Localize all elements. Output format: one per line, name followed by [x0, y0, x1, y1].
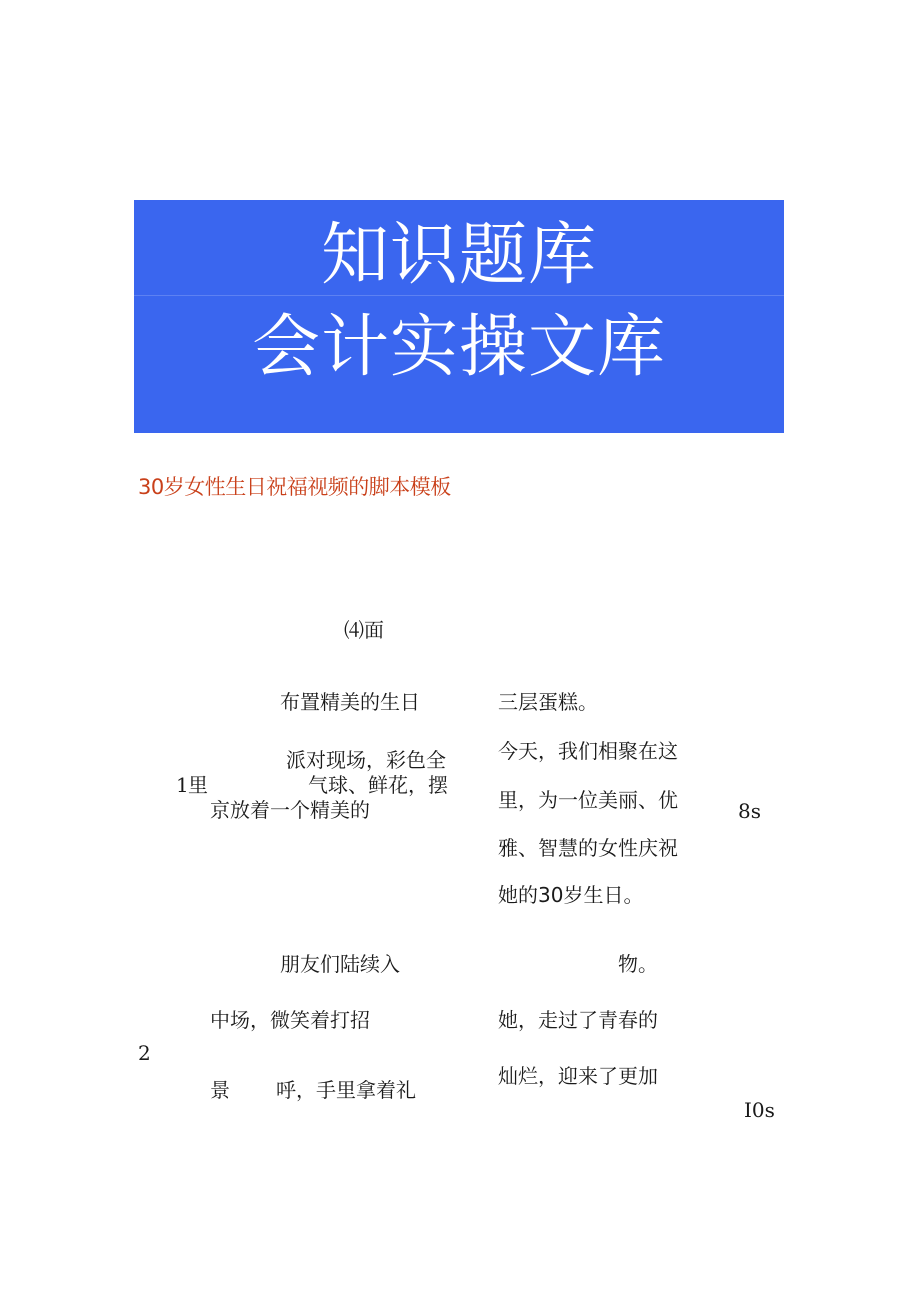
document-title: 30岁女性生日祝福视频的脚本模板 [138, 475, 451, 499]
row1-narration-line5: 她的30岁生日。 [498, 883, 644, 907]
row1-duration: 8s [738, 799, 761, 823]
row1-scene-extra: 京 [210, 798, 230, 822]
row1-visual-line2: 派对现场，彩色全 [286, 748, 446, 772]
row1-narration-line3: 里，为一位美丽、优 [498, 788, 678, 812]
banner-divider [134, 295, 784, 296]
row2-scene-label: 景 [210, 1078, 230, 1102]
row1-number: 1 [176, 773, 189, 797]
row1-narration-line4: 雅、智慧的女性庆祝 [498, 836, 678, 860]
row1-scene-label: 里 [188, 773, 208, 797]
row1-narration-line2: 今天，我们相聚在这 [498, 739, 678, 763]
row2-visual-line3: 呼，手里拿着礼 [276, 1078, 416, 1102]
row2-narration-line3: 灿烂，迎来了更加 [498, 1064, 658, 1088]
row1-narration-line1: 三层蛋糕。 [498, 690, 598, 714]
row2-narration-line2: 她，走过了青春的 [498, 1008, 658, 1032]
row2-visual-line1: 朋友们陆续入 [280, 952, 400, 976]
row1-visual-line4: 放着一个精美的 [230, 798, 370, 822]
header-banner [134, 200, 784, 433]
row1-visual-line1: 布置精美的生日 [280, 690, 420, 714]
table-header: ⑷面 [344, 618, 384, 642]
banner-subtitle: 会计实操文库 [251, 308, 666, 387]
row2-visual-line2: 中场，微笑着打招 [210, 1008, 370, 1032]
banner-title: 知识题库 [320, 216, 597, 295]
row2-number: 2 [138, 1041, 151, 1065]
row2-duration: I0s [744, 1098, 775, 1122]
row2-narration-line1: 物。 [618, 952, 658, 976]
row1-visual-line3: 气球、鲜花，摆 [308, 773, 448, 797]
